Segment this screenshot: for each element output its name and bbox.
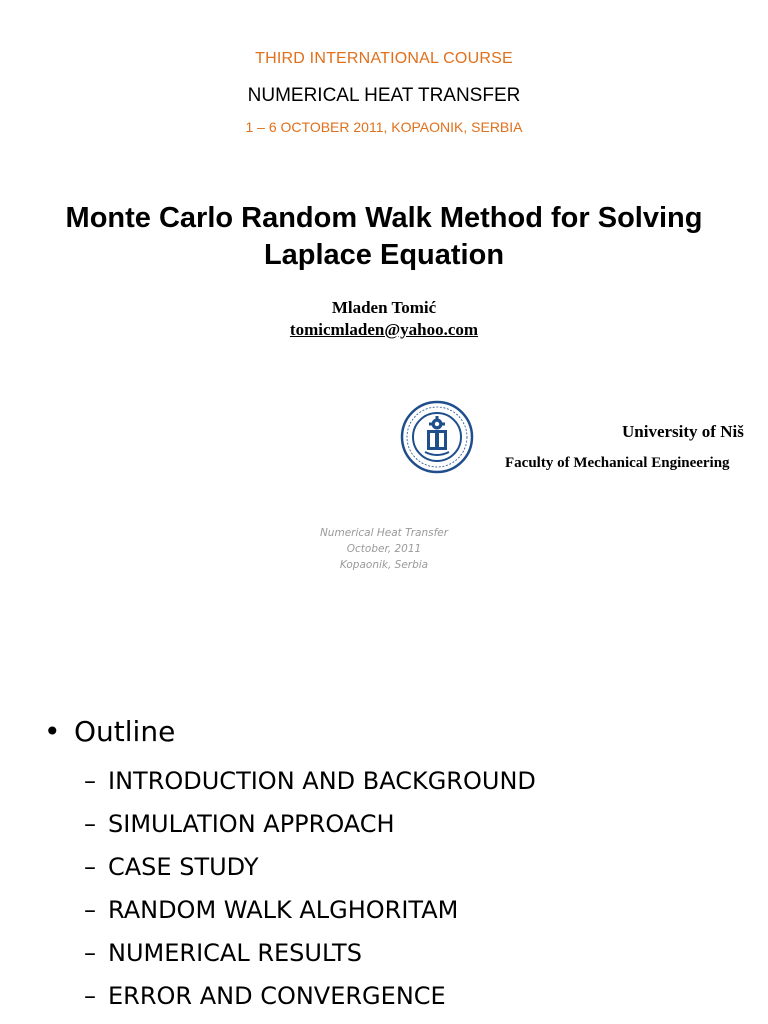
dash-icon: –	[84, 896, 96, 924]
outline-item	[84, 850, 536, 893]
slide-title-line-1: Monte Carlo Random Walk Method for Solving	[65, 202, 703, 234]
author-email-link[interactable]: tomicmladen@yahoo.com	[289, 320, 479, 339]
outline-item	[84, 764, 536, 807]
outline-item	[84, 893, 536, 936]
outline-list	[84, 764, 536, 1022]
outline-item	[84, 807, 536, 850]
footer-location: Kopaonik, Serbia	[339, 559, 429, 571]
course-subject: NUMERICAL HEAT TRANSFER	[247, 85, 521, 106]
outline-item	[84, 979, 536, 1022]
outline-item-label: INTRODUCTION AND BACKGROUND	[108, 767, 536, 795]
outline-heading-label: Outline	[74, 715, 176, 748]
slide-title-line-2: Laplace Equation	[263, 239, 505, 271]
dash-icon: –	[84, 982, 96, 1010]
dash-icon: –	[84, 767, 96, 795]
faculty-name: Faculty of Mechanical Engineering	[505, 455, 730, 471]
author-name: Mladen Tomić	[331, 298, 437, 317]
course-dates: 1 – 6 OCTOBER 2011, KOPAONIK, SERBIA	[245, 119, 523, 135]
outline-item	[84, 936, 536, 979]
footer-event: Numerical Heat Transfer	[319, 527, 449, 539]
dash-icon: –	[84, 810, 96, 838]
outline-heading	[44, 715, 175, 748]
bullet-icon: •	[44, 715, 61, 748]
footer-date: October, 2011	[346, 543, 422, 555]
slide-title	[0, 200, 768, 274]
university-name: University of Niš	[622, 422, 744, 441]
outline-item-label: CASE STUDY	[108, 853, 259, 881]
course-title: THIRD INTERNATIONAL COURSE	[255, 50, 513, 67]
dash-icon: –	[84, 853, 96, 881]
outline-item-label: RANDOM WALK ALGHORITAM	[108, 896, 459, 924]
dash-icon: –	[84, 939, 96, 967]
outline-item-label: ERROR AND CONVERGENCE	[108, 982, 446, 1010]
outline-item-label: SIMULATION APPROACH	[108, 810, 395, 838]
university-seal-icon	[400, 400, 474, 474]
outline-item-label: NUMERICAL RESULTS	[108, 939, 362, 967]
